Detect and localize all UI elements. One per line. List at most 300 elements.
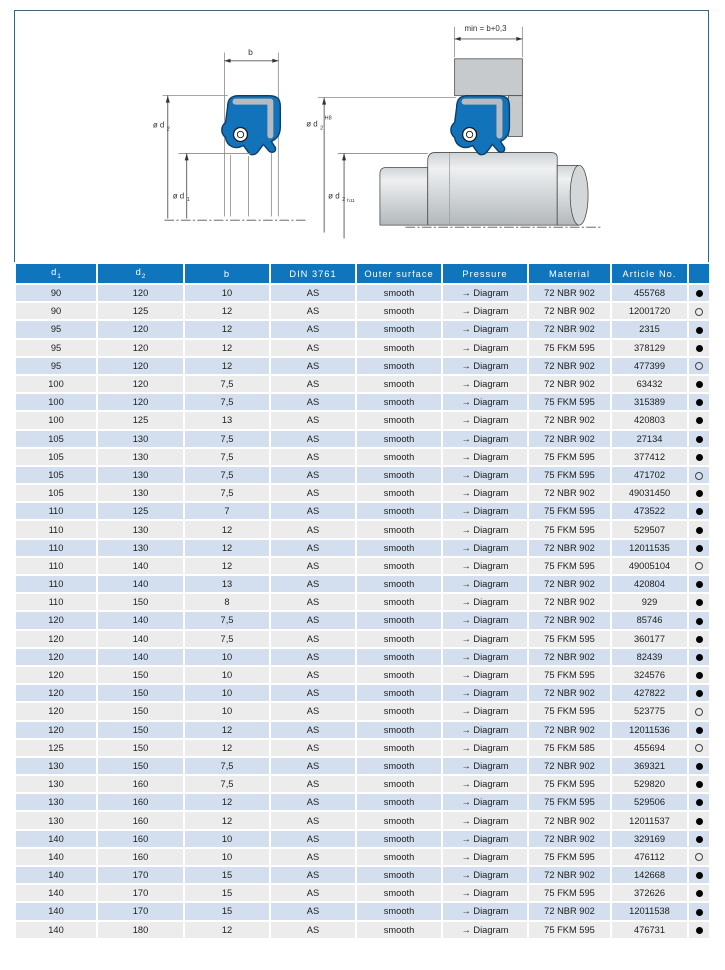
cell-article-no: 378129 xyxy=(612,340,687,356)
table-row xyxy=(16,794,709,810)
cell-outer-surface: smooth xyxy=(357,576,441,592)
cell-availability xyxy=(689,831,709,847)
cell-b: 7,5 xyxy=(185,612,269,628)
cell-b: 12 xyxy=(185,722,269,738)
availability-filled-circle-icon xyxy=(696,618,703,625)
cell-d2: 140 xyxy=(98,558,183,574)
cell-b: 7,5 xyxy=(185,485,269,501)
cell-din: AS xyxy=(271,558,355,574)
availability-filled-circle-icon xyxy=(696,690,703,697)
cell-d1: 110 xyxy=(16,540,96,556)
table-row xyxy=(16,540,709,556)
table-header-row xyxy=(16,264,709,283)
cell-article-no: 372626 xyxy=(612,885,687,901)
cell-availability xyxy=(689,358,709,374)
garter-spring-icon xyxy=(234,128,248,142)
cell-b: 10 xyxy=(185,649,269,665)
cell-material: 75 FKM 595 xyxy=(529,703,610,719)
cell-d1: 95 xyxy=(16,340,96,356)
availability-filled-circle-icon xyxy=(696,836,703,843)
cell-material: 75 FKM 595 xyxy=(529,794,610,810)
cell-availability xyxy=(689,631,709,647)
cell-article-no: 476731 xyxy=(612,922,687,938)
cell-material: 75 FKM 595 xyxy=(529,631,610,647)
cell-article-no: 63432 xyxy=(612,376,687,392)
cell-din: AS xyxy=(271,831,355,847)
dim-b-label: b xyxy=(248,46,253,57)
cell-pressure: → Diagram xyxy=(443,722,527,738)
table-row xyxy=(16,649,709,665)
dim-d2h11-sub2: h11 xyxy=(347,198,355,205)
cell-article-no: 473522 xyxy=(612,503,687,519)
cell-pressure: → Diagram xyxy=(443,594,527,610)
cell-d1: 105 xyxy=(16,431,96,447)
parts-table xyxy=(14,262,711,940)
table-row xyxy=(16,376,709,392)
cell-material: 72 NBR 902 xyxy=(529,358,610,374)
cell-din: AS xyxy=(271,503,355,519)
cell-d1: 90 xyxy=(16,285,96,301)
cell-d2: 120 xyxy=(98,376,183,392)
cell-availability xyxy=(689,340,709,356)
cell-material: 72 NBR 902 xyxy=(529,831,610,847)
dim-d2-label: ø d xyxy=(152,120,165,130)
cell-pressure: → Diagram xyxy=(443,831,527,847)
availability-filled-circle-icon xyxy=(696,781,703,788)
cell-availability xyxy=(689,612,709,628)
table-row xyxy=(16,503,709,519)
table-row xyxy=(16,576,709,592)
cell-outer-surface: smooth xyxy=(357,303,441,319)
cell-din: AS xyxy=(271,649,355,665)
cell-b: 7,5 xyxy=(185,449,269,465)
header-article-no: Article No. xyxy=(612,264,687,283)
cell-d2: 160 xyxy=(98,812,183,828)
cell-outer-surface: smooth xyxy=(357,503,441,519)
table-row xyxy=(16,740,709,756)
seal-section-view xyxy=(153,47,306,220)
cell-pressure: → Diagram xyxy=(443,558,527,574)
cell-outer-surface: smooth xyxy=(357,521,441,537)
cell-pressure: → Diagram xyxy=(443,340,527,356)
shaft-seal-drawing xyxy=(15,11,708,262)
cell-availability xyxy=(689,849,709,865)
cell-availability xyxy=(689,521,709,537)
cell-availability xyxy=(689,722,709,738)
cell-article-no: 329169 xyxy=(612,831,687,847)
table-row xyxy=(16,831,709,847)
cell-d2: 170 xyxy=(98,867,183,883)
header-d1: $d_1$ xyxy=(16,264,96,283)
cell-pressure: → Diagram xyxy=(443,503,527,519)
cell-pressure: → Diagram xyxy=(443,431,527,447)
cell-material: 72 NBR 902 xyxy=(529,812,610,828)
cell-article-no: 142668 xyxy=(612,867,687,883)
cell-b: 7,5 xyxy=(185,467,269,483)
cell-d2: 170 xyxy=(98,903,183,919)
cell-material: 72 NBR 902 xyxy=(529,412,610,428)
cell-b: 8 xyxy=(185,594,269,610)
cell-article-no: 82439 xyxy=(612,649,687,665)
cell-d2: 150 xyxy=(98,740,183,756)
cell-din: AS xyxy=(271,612,355,628)
availability-filled-circle-icon xyxy=(696,799,703,806)
cell-d1: 140 xyxy=(16,885,96,901)
cell-article-no: 420804 xyxy=(612,576,687,592)
cell-d2: 150 xyxy=(98,594,183,610)
availability-filled-circle-icon xyxy=(696,399,703,406)
cell-d1: 120 xyxy=(16,685,96,701)
cell-d1: 140 xyxy=(16,831,96,847)
cell-article-no: 49005104 xyxy=(612,558,687,574)
cell-d2: 160 xyxy=(98,794,183,810)
cell-d1: 110 xyxy=(16,594,96,610)
availability-filled-circle-icon xyxy=(696,890,703,897)
cell-availability xyxy=(689,285,709,301)
cell-pressure: → Diagram xyxy=(443,467,527,483)
cell-pressure: → Diagram xyxy=(443,685,527,701)
cell-pressure: → Diagram xyxy=(443,667,527,683)
availability-filled-circle-icon xyxy=(696,345,703,352)
cell-d1: 95 xyxy=(16,358,96,374)
cell-d1: 120 xyxy=(16,722,96,738)
cell-d2: 130 xyxy=(98,467,183,483)
cell-material: 75 FKM 595 xyxy=(529,885,610,901)
cell-availability xyxy=(689,649,709,665)
cell-d1: 130 xyxy=(16,776,96,792)
cell-pressure: → Diagram xyxy=(443,285,527,301)
cell-outer-surface: smooth xyxy=(357,922,441,938)
cell-article-no: 455694 xyxy=(612,740,687,756)
cell-article-no: 324576 xyxy=(612,667,687,683)
cell-d2: 130 xyxy=(98,485,183,501)
cell-outer-surface: smooth xyxy=(357,885,441,901)
cell-d1: 125 xyxy=(16,740,96,756)
cell-availability xyxy=(689,503,709,519)
cell-outer-surface: smooth xyxy=(357,340,441,356)
cell-article-no: 12011535 xyxy=(612,540,687,556)
cell-din: AS xyxy=(271,485,355,501)
cell-article-no: 315389 xyxy=(612,394,687,410)
cell-d1: 100 xyxy=(16,412,96,428)
cell-b: 7,5 xyxy=(185,758,269,774)
cell-d1: 110 xyxy=(16,503,96,519)
cell-availability xyxy=(689,776,709,792)
cell-availability xyxy=(689,685,709,701)
cell-b: 7,5 xyxy=(185,376,269,392)
cell-outer-surface: smooth xyxy=(357,703,441,719)
cell-pressure: → Diagram xyxy=(443,521,527,537)
cell-material: 75 FKM 595 xyxy=(529,558,610,574)
header-availability xyxy=(689,264,709,283)
cell-material: 72 NBR 902 xyxy=(529,321,610,337)
cell-d2: 125 xyxy=(98,303,183,319)
availability-open-circle-icon xyxy=(695,853,703,861)
cell-pressure: → Diagram xyxy=(443,412,527,428)
header-b: b xyxy=(185,264,269,283)
cell-pressure: → Diagram xyxy=(443,631,527,647)
cell-outer-surface: smooth xyxy=(357,649,441,665)
table-row xyxy=(16,703,709,719)
table-row xyxy=(16,903,709,919)
cell-outer-surface: smooth xyxy=(357,758,441,774)
cell-pressure: → Diagram xyxy=(443,758,527,774)
cell-material: 72 NBR 902 xyxy=(529,485,610,501)
cell-outer-surface: smooth xyxy=(357,558,441,574)
table-row xyxy=(16,885,709,901)
cell-availability xyxy=(689,922,709,938)
cell-d2: 120 xyxy=(98,321,183,337)
header-outer-surface: Outer surface xyxy=(357,264,441,283)
cell-material: 72 NBR 902 xyxy=(529,285,610,301)
availability-filled-circle-icon xyxy=(696,763,703,770)
availability-open-circle-icon xyxy=(695,744,703,752)
cell-din: AS xyxy=(271,285,355,301)
cell-d1: 105 xyxy=(16,449,96,465)
table-row xyxy=(16,521,709,537)
cell-d2: 150 xyxy=(98,722,183,738)
cell-material: 75 FKM 595 xyxy=(529,449,610,465)
dim-d2-sub: 2 xyxy=(166,126,170,133)
cell-article-no: 377412 xyxy=(612,449,687,465)
table-row xyxy=(16,558,709,574)
cell-din: AS xyxy=(271,540,355,556)
availability-filled-circle-icon xyxy=(696,290,703,297)
cell-b: 15 xyxy=(185,885,269,901)
cell-article-no: 49031450 xyxy=(612,485,687,501)
cell-din: AS xyxy=(271,903,355,919)
availability-open-circle-icon xyxy=(695,472,703,480)
availability-filled-circle-icon xyxy=(696,672,703,679)
cell-outer-surface: smooth xyxy=(357,594,441,610)
cell-article-no: 427822 xyxy=(612,685,687,701)
cell-d2: 130 xyxy=(98,540,183,556)
cell-d1: 120 xyxy=(16,649,96,665)
cell-d2: 150 xyxy=(98,703,183,719)
cell-d1: 140 xyxy=(16,867,96,883)
cell-availability xyxy=(689,449,709,465)
cell-din: AS xyxy=(271,303,355,319)
cell-pressure: → Diagram xyxy=(443,849,527,865)
cell-outer-surface: smooth xyxy=(357,867,441,883)
availability-filled-circle-icon xyxy=(696,417,703,424)
cell-d1: 120 xyxy=(16,631,96,647)
table-row xyxy=(16,722,709,738)
garter-spring-icon xyxy=(463,128,477,142)
cell-din: AS xyxy=(271,340,355,356)
cell-d2: 170 xyxy=(98,885,183,901)
cell-d1: 120 xyxy=(16,703,96,719)
availability-filled-circle-icon xyxy=(696,872,703,879)
availability-filled-circle-icon xyxy=(696,727,703,734)
cell-din: AS xyxy=(271,431,355,447)
cell-material: 72 NBR 902 xyxy=(529,758,610,774)
table-row xyxy=(16,758,709,774)
cell-d1: 105 xyxy=(16,485,96,501)
cell-b: 12 xyxy=(185,358,269,374)
cell-availability xyxy=(689,867,709,883)
cell-article-no: 929 xyxy=(612,594,687,610)
table-row xyxy=(16,631,709,647)
cell-din: AS xyxy=(271,376,355,392)
cell-din: AS xyxy=(271,467,355,483)
dim-d2h8-sup: H8 xyxy=(324,115,332,122)
housing-block xyxy=(455,59,523,96)
cell-din: AS xyxy=(271,885,355,901)
table-row xyxy=(16,467,709,483)
cell-material: 75 FKM 595 xyxy=(529,521,610,537)
cell-pressure: → Diagram xyxy=(443,321,527,337)
table-row xyxy=(16,449,709,465)
cell-availability xyxy=(689,431,709,447)
technical-drawing-panel xyxy=(14,10,709,262)
cell-b: 13 xyxy=(185,412,269,428)
cell-din: AS xyxy=(271,412,355,428)
cell-material: 72 NBR 902 xyxy=(529,903,610,919)
cell-d2: 160 xyxy=(98,849,183,865)
cell-article-no: 27134 xyxy=(612,431,687,447)
header-pressure: Pressure xyxy=(443,264,527,283)
cell-b: 7,5 xyxy=(185,631,269,647)
cell-pressure: → Diagram xyxy=(443,794,527,810)
header-din: DIN 3761 xyxy=(271,264,355,283)
cell-material: 75 FKM 585 xyxy=(529,740,610,756)
cell-b: 10 xyxy=(185,703,269,719)
cell-d2: 180 xyxy=(98,922,183,938)
table-row xyxy=(16,776,709,792)
cell-d1: 130 xyxy=(16,812,96,828)
cell-b: 15 xyxy=(185,867,269,883)
cell-outer-surface: smooth xyxy=(357,485,441,501)
availability-filled-circle-icon xyxy=(696,599,703,606)
cell-pressure: → Diagram xyxy=(443,485,527,501)
cell-article-no: 529506 xyxy=(612,794,687,810)
cell-article-no: 476112 xyxy=(612,849,687,865)
cell-d2: 140 xyxy=(98,576,183,592)
cell-b: 12 xyxy=(185,812,269,828)
cell-outer-surface: smooth xyxy=(357,467,441,483)
availability-filled-circle-icon xyxy=(696,581,703,588)
availability-filled-circle-icon xyxy=(696,654,703,661)
cell-outer-surface: smooth xyxy=(357,358,441,374)
cell-d2: 120 xyxy=(98,285,183,301)
cell-b: 15 xyxy=(185,903,269,919)
cell-material: 72 NBR 902 xyxy=(529,431,610,447)
cell-article-no: 471702 xyxy=(612,467,687,483)
cell-b: 12 xyxy=(185,340,269,356)
cell-din: AS xyxy=(271,812,355,828)
availability-open-circle-icon xyxy=(695,708,703,716)
availability-filled-circle-icon xyxy=(696,454,703,461)
dim-d2h11-label: ø d xyxy=(328,191,340,201)
cell-d2: 160 xyxy=(98,831,183,847)
availability-open-circle-icon xyxy=(695,308,703,316)
cell-pressure: → Diagram xyxy=(443,649,527,665)
table-row xyxy=(16,667,709,683)
cell-pressure: → Diagram xyxy=(443,612,527,628)
cell-article-no: 85746 xyxy=(612,612,687,628)
cell-material: 72 NBR 902 xyxy=(529,612,610,628)
cell-din: AS xyxy=(271,321,355,337)
table-row xyxy=(16,612,709,628)
cell-d2: 120 xyxy=(98,358,183,374)
cell-pressure: → Diagram xyxy=(443,922,527,938)
cell-article-no: 369321 xyxy=(612,758,687,774)
cell-b: 10 xyxy=(185,285,269,301)
cell-din: AS xyxy=(271,849,355,865)
cell-b: 12 xyxy=(185,521,269,537)
cell-d1: 140 xyxy=(16,903,96,919)
table-row xyxy=(16,867,709,883)
availability-filled-circle-icon xyxy=(696,381,703,388)
cell-d2: 150 xyxy=(98,685,183,701)
cell-d2: 140 xyxy=(98,631,183,647)
dim-d2h11-sub: 2 xyxy=(342,197,346,204)
cell-d1: 140 xyxy=(16,849,96,865)
cell-outer-surface: smooth xyxy=(357,449,441,465)
cell-availability xyxy=(689,576,709,592)
table-row xyxy=(16,303,709,319)
cell-outer-surface: smooth xyxy=(357,849,441,865)
cell-d1: 95 xyxy=(16,321,96,337)
cell-d1: 120 xyxy=(16,612,96,628)
cell-din: AS xyxy=(271,576,355,592)
cell-article-no: 12011536 xyxy=(612,722,687,738)
cell-outer-surface: smooth xyxy=(357,631,441,647)
cell-material: 72 NBR 902 xyxy=(529,540,610,556)
cell-material: 72 NBR 902 xyxy=(529,685,610,701)
cell-outer-surface: smooth xyxy=(357,394,441,410)
cell-din: AS xyxy=(271,776,355,792)
cell-material: 75 FKM 595 xyxy=(529,667,610,683)
cell-outer-surface: smooth xyxy=(357,431,441,447)
dim-d1-label: ø d xyxy=(172,191,185,201)
cell-availability xyxy=(689,558,709,574)
cell-material: 75 FKM 595 xyxy=(529,503,610,519)
cell-article-no: 477399 xyxy=(612,358,687,374)
cell-article-no: 12011538 xyxy=(612,903,687,919)
cell-pressure: → Diagram xyxy=(443,394,527,410)
cell-b: 12 xyxy=(185,794,269,810)
cell-availability xyxy=(689,812,709,828)
cell-availability xyxy=(689,794,709,810)
cell-d1: 120 xyxy=(16,667,96,683)
cell-availability xyxy=(689,703,709,719)
table-row xyxy=(16,922,709,938)
cell-b: 10 xyxy=(185,685,269,701)
cell-availability xyxy=(689,412,709,428)
cell-b: 7,5 xyxy=(185,776,269,792)
cell-pressure: → Diagram xyxy=(443,867,527,883)
availability-filled-circle-icon xyxy=(696,636,703,643)
cell-pressure: → Diagram xyxy=(443,812,527,828)
cell-material: 72 NBR 902 xyxy=(529,722,610,738)
cell-outer-surface: smooth xyxy=(357,812,441,828)
cell-b: 7,5 xyxy=(185,431,269,447)
cell-material: 75 FKM 595 xyxy=(529,849,610,865)
cell-d2: 120 xyxy=(98,394,183,410)
cell-availability xyxy=(689,467,709,483)
table-row xyxy=(16,394,709,410)
table-row xyxy=(16,594,709,610)
cell-outer-surface: smooth xyxy=(357,740,441,756)
cell-b: 10 xyxy=(185,849,269,865)
cell-outer-surface: smooth xyxy=(357,903,441,919)
cell-material: 75 FKM 595 xyxy=(529,922,610,938)
cell-pressure: → Diagram xyxy=(443,376,527,392)
cell-d2: 120 xyxy=(98,340,183,356)
cell-material: 72 NBR 902 xyxy=(529,649,610,665)
